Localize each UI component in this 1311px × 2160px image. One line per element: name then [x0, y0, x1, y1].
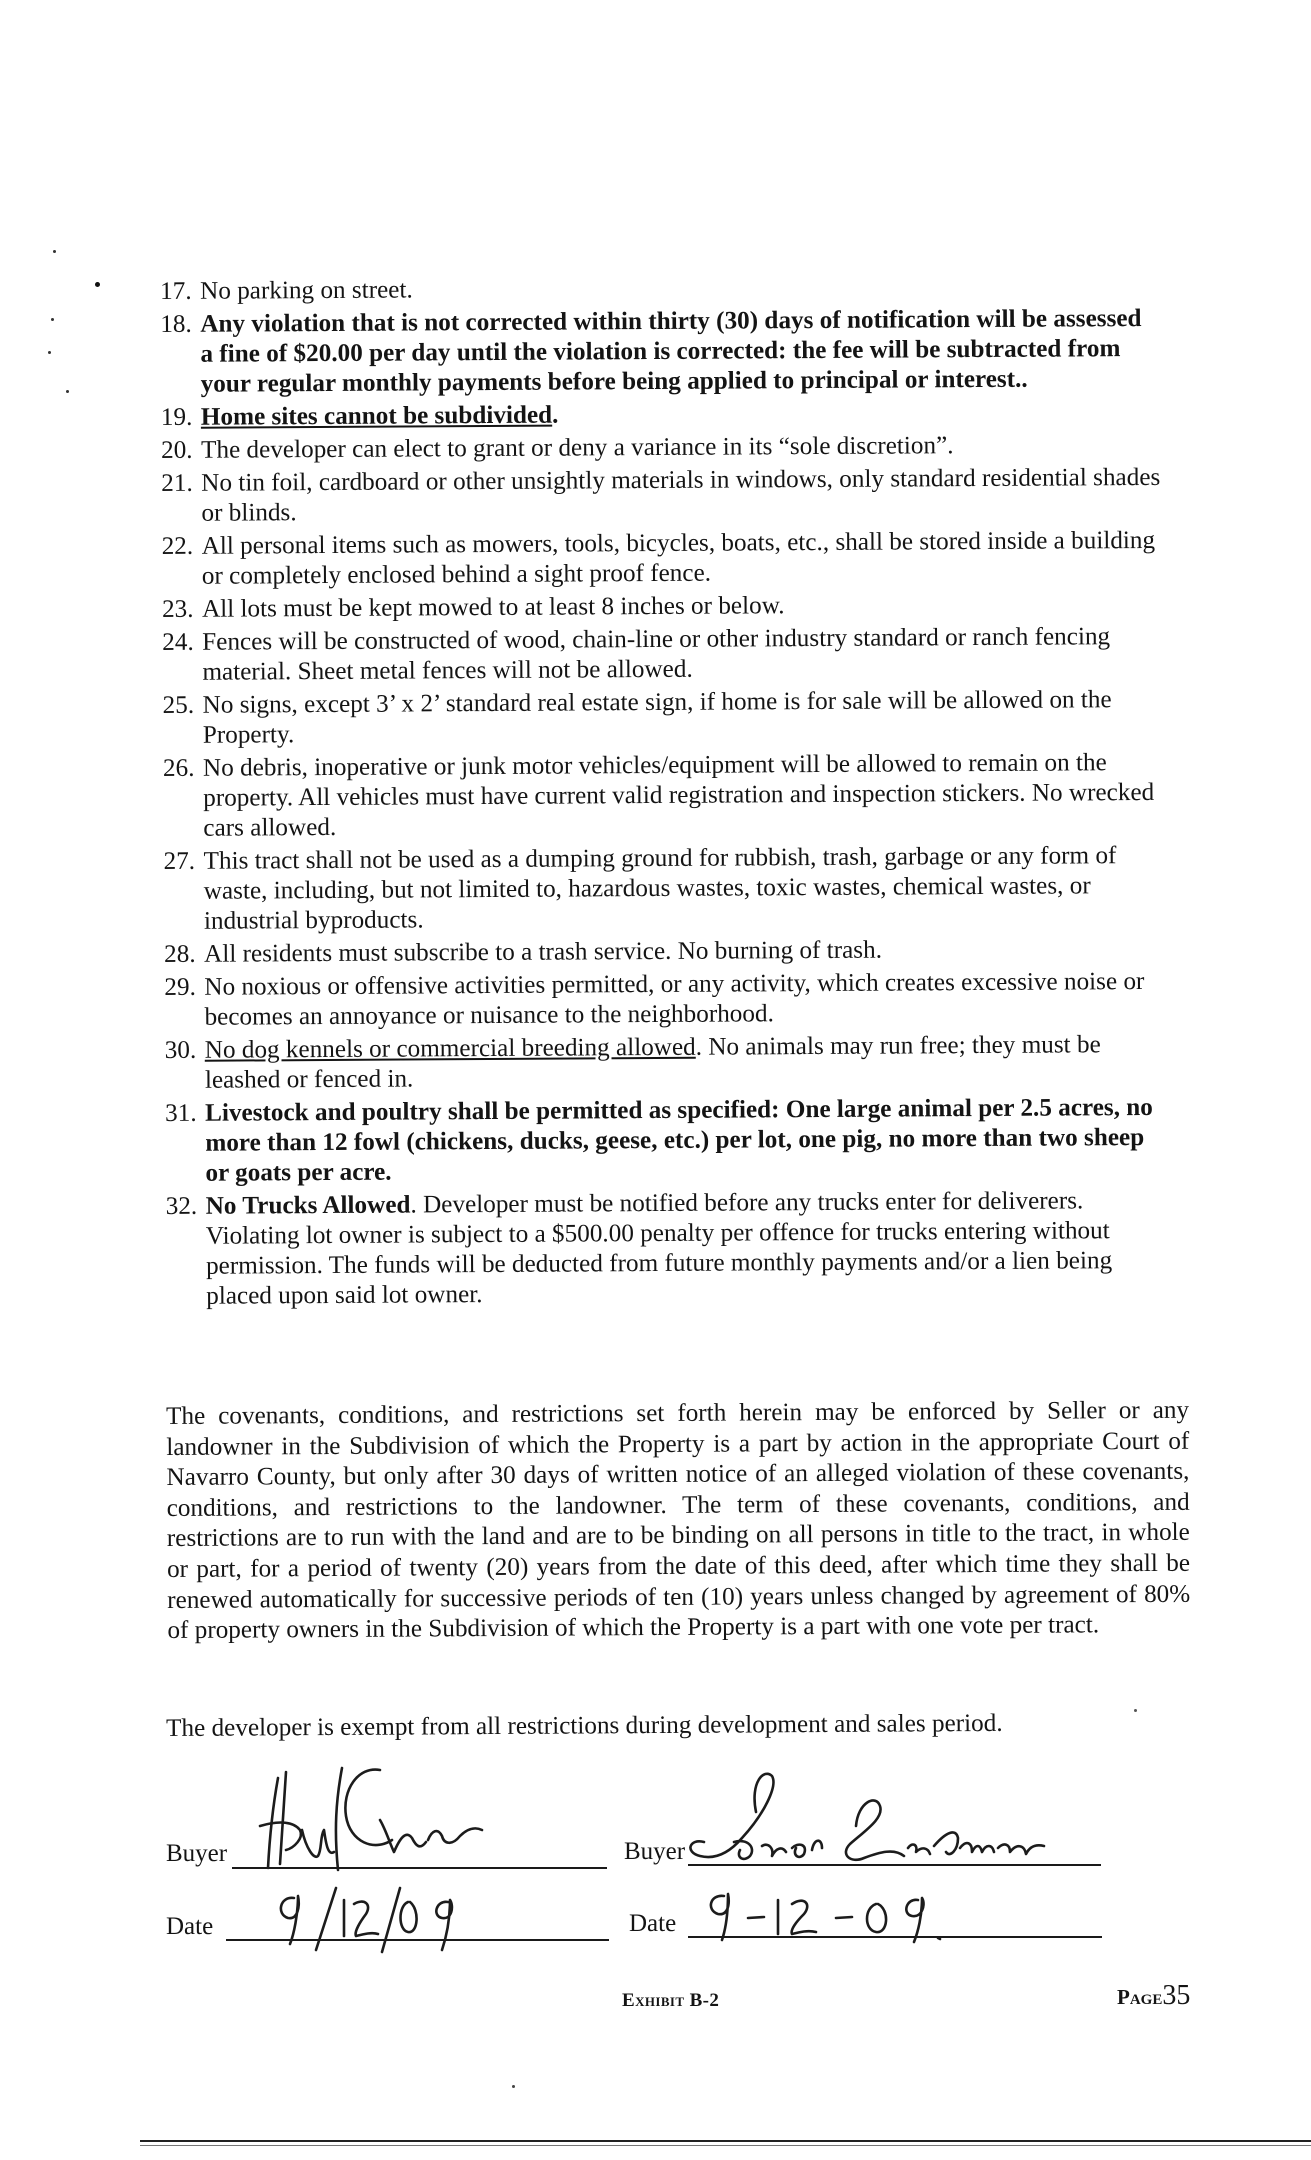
rule-text: No noxious or offensive activities permitted, or any activity, which creates excessive noise or becomes an annoyance or nuisance to the neighborhood. — [204, 968, 1145, 1031]
rule-text: Livestock and poultry shall be permitted as specified: One large animal per 2.5 acres, no more than 12 fowl (chickens, ducks, geese, etc.) per lot, one pig, no more than two sheep or goats per acre. — [205, 1093, 1153, 1187]
scan-speck — [1134, 1709, 1137, 1712]
rule-number: 26. — [162, 754, 195, 782]
rule-number: 29. — [164, 973, 196, 1001]
rule-18 — [160, 304, 1161, 400]
rule-26 — [163, 748, 1164, 844]
buyer-signature-handwritten — [680, 1768, 1100, 1878]
buyer-label: Buyer — [166, 1840, 228, 1867]
rule-text: No debris, inoperative or junk motor vehicles/equipment will be allowed to remain on the property. All vehicles must have current valid registration and inspection stickers. No wrecked cars allowed. — [202, 749, 1155, 842]
rule-number: 30. — [164, 1036, 197, 1064]
rule-number: 27. — [163, 847, 196, 875]
rule-text: . Developer must be notified before any trucks enter for deliverers. Violating lot owner is subject to a $500.00 penalty per offence for trucks entering without permission. The funds will be deducted from future monthly payments and/or a lien being placed upon said lot owner. — [205, 1187, 1113, 1310]
date-label: Date — [166, 1913, 214, 1940]
rule-number: 32. — [165, 1192, 198, 1220]
rule-text: No parking on street. — [200, 276, 413, 305]
rule-text: All residents must subscribe to a trash service. No burning of trash. — [204, 936, 883, 968]
rule-text: The developer can elect to grant or deny a variance in its “sole discretion”. — [200, 432, 954, 464]
rule-number: 21. — [161, 469, 193, 497]
rule-22 — [162, 526, 1162, 592]
rule-20 — [161, 430, 1161, 466]
rule-number: 28. — [164, 940, 196, 968]
rule-trailing-period: . — [552, 401, 559, 429]
bottom-divider — [140, 2145, 1311, 2146]
page-number-label — [1117, 1980, 1190, 2012]
scan-speck — [51, 318, 54, 321]
restrictions-list — [160, 271, 1166, 1315]
exempt-paragraph: The developer is exempt from all restrictions during development and sales period. — [166, 1709, 1003, 1742]
rule-number: 17. — [160, 277, 192, 305]
rule-text: All lots must be kept mowed to at least 8 inches or below. — [201, 592, 785, 623]
rule-number: 22. — [161, 532, 194, 560]
scan-speck — [512, 2085, 515, 2088]
rule-number: 19. — [160, 403, 193, 431]
rule-underlined-text: No dog kennels or commercial breeding allowed — [204, 1033, 696, 1064]
covenants-paragraph: The covenants, conditions, and restrictions set forth herein may be enforced by Seller or any landowner in the Subdivision of which the Property is a part by action in the appropriate Court of Navarro County, but only after 30 days of written notice of an alleged violation of these covenants, conditions, and restrictions to the landowner. The term of these covenants, conditions, and restrictions are to run with the land and are to be binding on all persons in title to the tract, in whole or part, for a period of twenty (20) years from the date of this deed, after which time they shall be renewed automatically for successive periods of ten (10) years unless changed by agreement of 80% of property owners in the Subdivision of which the Property is a part with one vote per tract. — [166, 1396, 1191, 1645]
rule-text: All personal items such as mowers, tools, bicycles, boats, etc., shall be stored inside a building or completely enclosed behind a sight proof fence. — [201, 526, 1156, 590]
scan-speck — [53, 250, 56, 253]
rule-27 — [163, 841, 1164, 937]
rule-text: . No animals may run free; they must be leashed or fenced in. — [204, 1031, 1101, 1094]
rule-text: Any violation that is not corrected within thirty (30) days of notification will be assessed a fine of $20.00 per day until the violation is corrected: the fee will be subtracted from your regular monthly payments before being applied to principal or interest.. — [200, 305, 1142, 398]
left-date-handwritten — [270, 1880, 470, 1960]
rule-bold-lead: No Trucks Allowed — [205, 1191, 411, 1220]
rule-number: 31. — [165, 1099, 197, 1127]
bottom-divider — [140, 2140, 1311, 2142]
scan-speck — [66, 390, 69, 393]
rule-28 — [164, 934, 1164, 970]
rule-text: No signs, except 3’ x 2’ standard real estate sign, if home is for sale will be allowed on the Property. — [202, 686, 1112, 749]
rule-32 — [166, 1186, 1167, 1312]
rule-29 — [164, 967, 1164, 1033]
rule-text: Fences will be constructed of wood, chain-line or other industry standard or ranch fencing material. Sheet metal fences will not be allowed. — [202, 623, 1111, 686]
rule-text: Home sites cannot be subdivided — [200, 401, 553, 431]
buyer-signature-handwritten — [230, 1760, 490, 1880]
rule-23 — [162, 589, 1162, 625]
exhibit-label: Exhibit B-2 — [622, 1990, 720, 2011]
rule-21 — [161, 463, 1161, 529]
date-label: Date — [629, 1910, 677, 1937]
rule-17 — [160, 271, 1160, 307]
rule-number: 25. — [162, 691, 195, 719]
page-label: Page — [1117, 1985, 1163, 2009]
page-number: 35 — [1162, 1980, 1191, 2011]
rule-number: 24. — [162, 628, 194, 656]
rule-text: No tin foil, cardboard or other unsightly materials in windows, only standard residential shades or blinds. — [201, 463, 1161, 527]
scan-speck — [95, 282, 100, 287]
rule-30 — [165, 1030, 1165, 1096]
rule-number: 18. — [160, 310, 192, 338]
rule-25 — [163, 685, 1163, 751]
right-date-handwritten — [700, 1880, 960, 1950]
rule-number: 23. — [161, 595, 194, 623]
buyer-label: Buyer — [624, 1838, 686, 1865]
rule-19 — [161, 397, 1161, 433]
rule-24 — [162, 622, 1162, 688]
rule-31 — [165, 1093, 1166, 1189]
rule-text: This tract shall not be used as a dumping ground for rubbish, trash, garbage or any form of waste, including, but not limited to, hazardous wastes, toxic wastes, chemical wastes, or industrial byproducts. — [203, 842, 1117, 935]
scan-speck — [48, 351, 51, 354]
rule-number: 20. — [160, 436, 193, 464]
